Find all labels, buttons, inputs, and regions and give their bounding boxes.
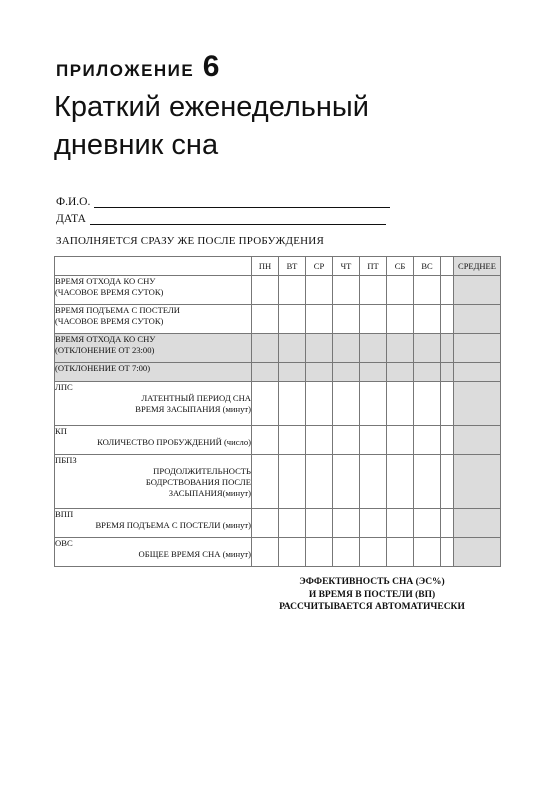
date-label: ДАТА [56, 213, 86, 225]
entry-cell[interactable] [279, 455, 306, 509]
gap-cell [441, 305, 454, 334]
entry-cell[interactable] [333, 426, 360, 455]
entry-cell[interactable] [414, 426, 441, 455]
table-header-row [55, 257, 501, 276]
average-cell [454, 276, 501, 305]
average-cell [454, 382, 501, 426]
entry-cell[interactable] [306, 276, 333, 305]
entry-cell[interactable] [252, 276, 279, 305]
appendix-heading [56, 50, 219, 84]
entry-cell[interactable] [414, 538, 441, 567]
entry-cell[interactable] [279, 363, 306, 382]
entry-cell[interactable] [360, 305, 387, 334]
entry-cell[interactable] [414, 455, 441, 509]
entry-cell[interactable] [252, 334, 279, 363]
title-line-1: Краткий еженедельный [54, 91, 369, 123]
entry-cell[interactable] [387, 276, 414, 305]
entry-cell[interactable] [360, 538, 387, 567]
entry-cell[interactable] [387, 538, 414, 567]
entry-cell[interactable] [333, 382, 360, 426]
instruction-text: ЗАПОЛНЯЕТСЯ СРАЗУ ЖЕ ПОСЛЕ ПРОБУЖДЕНИЯ [56, 235, 324, 247]
entry-cell[interactable] [252, 538, 279, 567]
date-field[interactable] [56, 213, 386, 225]
entry-cell[interactable] [387, 382, 414, 426]
table-row [55, 455, 501, 509]
entry-cell[interactable] [387, 455, 414, 509]
gap-cell [441, 455, 454, 509]
average-cell [454, 426, 501, 455]
average-cell [454, 305, 501, 334]
row-label-awakenings: КП КОЛИЧЕСТВО ПРОБУЖДЕНИЙ (число) [55, 426, 252, 455]
entry-cell[interactable] [387, 305, 414, 334]
entry-cell[interactable] [279, 305, 306, 334]
entry-cell[interactable] [252, 363, 279, 382]
header-average: СРЕДНЕЕ [454, 257, 501, 276]
table-row [55, 334, 501, 363]
row-label-total-sleep: ОВС ОБЩЕЕ ВРЕМЯ СНА (минут) [55, 538, 252, 567]
entry-cell[interactable] [387, 363, 414, 382]
header-day-mon: ПН [252, 257, 279, 276]
entry-cell[interactable] [360, 382, 387, 426]
row-label-rise-deviation: (ОТКЛОНЕНИЕ ОТ 7:00) [55, 363, 252, 382]
entry-cell[interactable] [333, 305, 360, 334]
entry-cell[interactable] [279, 334, 306, 363]
entry-cell[interactable] [279, 382, 306, 426]
entry-cell[interactable] [306, 363, 333, 382]
gap-cell [441, 538, 454, 567]
entry-cell[interactable] [306, 334, 333, 363]
header-label-cell [55, 257, 252, 276]
entry-cell[interactable] [360, 334, 387, 363]
row-label-bedtime-deviation: ВРЕМЯ ОТХОДА КО СНУ (ОТКЛОНЕНИЕ ОТ 23:00) [55, 334, 252, 363]
entry-cell[interactable] [360, 455, 387, 509]
entry-cell[interactable] [306, 382, 333, 426]
gap-cell [441, 382, 454, 426]
entry-cell[interactable] [306, 305, 333, 334]
name-field[interactable] [56, 196, 390, 208]
average-cell [454, 538, 501, 567]
page-title [54, 88, 369, 164]
average-cell [454, 363, 501, 382]
entry-cell[interactable] [252, 455, 279, 509]
entry-cell[interactable] [414, 382, 441, 426]
entry-cell[interactable] [279, 509, 306, 538]
entry-cell[interactable] [414, 509, 441, 538]
row-label-wake-after-onset: ПБПЗ ПРОДОЛЖИТЕЛЬНОСТЬ БОДРСТВОВАНИЯ ПОСЛЕ ЗАСЫПАНИЯ(минут) [55, 455, 252, 509]
entry-cell[interactable] [414, 363, 441, 382]
entry-cell[interactable] [333, 509, 360, 538]
entry-cell[interactable] [306, 538, 333, 567]
average-cell [454, 455, 501, 509]
entry-cell[interactable] [333, 276, 360, 305]
average-cell [454, 334, 501, 363]
gap-cell [441, 509, 454, 538]
header-day-tue: ВТ [279, 257, 306, 276]
entry-cell[interactable] [279, 426, 306, 455]
gap-cell [441, 334, 454, 363]
header-gap-cell [441, 257, 454, 276]
row-label-sleep-latency: ЛПС ЛАТЕНТНЫЙ ПЕРИОД СНА ВРЕМЯ ЗАСЫПАНИЯ (минут) [55, 382, 252, 426]
table-row [55, 276, 501, 305]
table-row [55, 538, 501, 567]
entry-cell[interactable] [414, 305, 441, 334]
gap-cell [441, 363, 454, 382]
sleep-diary-table [54, 256, 501, 567]
row-label-bedtime-clock: ВРЕМЯ ОТХОДА КО СНУ (ЧАСОВОЕ ВРЕМЯ СУТОК) [55, 276, 252, 305]
entry-cell[interactable] [279, 538, 306, 567]
row-label-rise-from-bed: ВПП ВРЕМЯ ПОДЪЕМА С ПОСТЕЛИ (минут) [55, 509, 252, 538]
entry-cell[interactable] [252, 305, 279, 334]
header-day-thu: ЧТ [333, 257, 360, 276]
entry-cell[interactable] [414, 334, 441, 363]
entry-cell[interactable] [414, 276, 441, 305]
entry-cell[interactable] [360, 426, 387, 455]
entry-cell[interactable] [279, 276, 306, 305]
entry-cell[interactable] [387, 426, 414, 455]
header-day-wed: СР [306, 257, 333, 276]
entry-cell[interactable] [252, 509, 279, 538]
entry-cell[interactable] [360, 509, 387, 538]
entry-cell[interactable] [252, 382, 279, 426]
entry-cell[interactable] [333, 455, 360, 509]
gap-cell [441, 426, 454, 455]
gap-cell [441, 276, 454, 305]
entry-cell[interactable] [306, 455, 333, 509]
table-row [55, 363, 501, 382]
table-row [55, 426, 501, 455]
entry-cell[interactable] [333, 538, 360, 567]
date-line[interactable] [90, 213, 386, 225]
entry-cell[interactable] [360, 276, 387, 305]
appendix-number: 6 [202, 50, 220, 83]
auto-calculation-note: ЭФФЕКТИВНОСТЬ СНА (ЭС%) И ВРЕМЯ В ПОСТЕЛИ (ВП) РАССЧИТЫВАЕТСЯ АВТОМАТИЧЕСКИ [279, 577, 465, 612]
entry-cell[interactable] [252, 426, 279, 455]
header-day-fri: ПТ [360, 257, 387, 276]
name-line[interactable] [94, 196, 390, 208]
entry-cell[interactable] [306, 509, 333, 538]
appendix-word: ПРИЛОЖЕНИЕ [56, 61, 195, 80]
entry-cell[interactable] [333, 363, 360, 382]
entry-cell[interactable] [360, 363, 387, 382]
table-row [55, 382, 501, 426]
entry-cell[interactable] [306, 426, 333, 455]
header-day-sat: СБ [387, 257, 414, 276]
entry-cell[interactable] [387, 334, 414, 363]
header-day-sun: ВС [414, 257, 441, 276]
table-row [55, 509, 501, 538]
average-cell [454, 509, 501, 538]
table-row [55, 305, 501, 334]
name-label: Ф.И.О. [56, 196, 91, 208]
entry-cell[interactable] [333, 334, 360, 363]
row-label-rise-clock: ВРЕМЯ ПОДЪЕМА С ПОСТЕЛИ (ЧАСОВОЕ ВРЕМЯ СУТОК) [55, 305, 252, 334]
entry-cell[interactable] [387, 509, 414, 538]
title-line-2: дневник сна [54, 129, 219, 161]
